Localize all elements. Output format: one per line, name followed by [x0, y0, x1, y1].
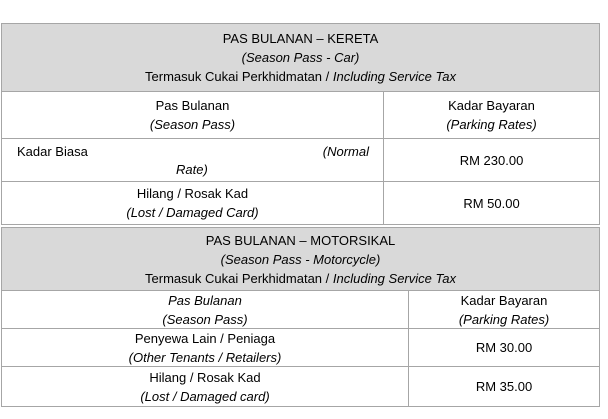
- car-tax-note-ms: Termasuk Cukai Perkhidmatan /: [145, 69, 333, 84]
- car-lost-label: [2, 182, 383, 224]
- car-subtitle: (Season Pass - Car): [241, 50, 360, 65]
- moto-lost-label: [2, 367, 408, 406]
- moto-lost-label-en: (Lost / Damaged card): [140, 388, 270, 404]
- car-col1-header: [2, 92, 383, 138]
- car-tax-note: [145, 67, 456, 86]
- moto-col1-ms: Pas Bulanan: [168, 292, 242, 308]
- table-row: [2, 328, 599, 366]
- car-column-header-row: [2, 91, 599, 138]
- moto-tenants-rate: RM 30.00: [408, 329, 599, 366]
- table-row: [2, 181, 599, 224]
- car-lost-label-ms: Hilang / Rosak Kad: [136, 186, 249, 201]
- car-season-pass-table: [1, 23, 600, 225]
- moto-title: PAS BULANAN – MOTORSIKAL: [205, 232, 396, 248]
- table-row: [2, 138, 599, 181]
- car-lost-label-en: (Lost / Damaged Card): [126, 205, 259, 220]
- moto-tenants-label-ms: Penyewa Lain / Peniaga: [134, 330, 276, 346]
- car-normal-label-en-a: (Normal: [322, 144, 369, 159]
- moto-subtitle: (Season Pass - Motorcycle): [220, 251, 381, 267]
- moto-header-row: [2, 228, 599, 290]
- moto-lost-label-ms: Hilang / Rosak Kad: [149, 369, 261, 385]
- car-lost-rate: RM 50.00: [383, 182, 599, 224]
- moto-tenants-label-en: (Other Tenants / Retailers): [128, 349, 282, 365]
- moto-col2-en: (Parking Rates): [458, 311, 550, 327]
- moto-col2-header: [408, 291, 599, 328]
- car-col2-ms: Kadar Bayaran: [448, 98, 535, 113]
- car-col2-en: (Parking Rates): [446, 117, 537, 132]
- moto-col1-header: [2, 291, 408, 328]
- car-tax-note-en: Including Service Tax: [332, 69, 456, 84]
- moto-col2-ms: Kadar Bayaran: [460, 292, 548, 308]
- car-col1-ms: Pas Bulanan: [155, 98, 230, 113]
- car-normal-label: [2, 139, 383, 181]
- moto-column-header-row: [2, 290, 599, 328]
- moto-header-cell: [2, 228, 599, 290]
- car-col1-en: (Season Pass): [149, 117, 236, 132]
- car-header-cell: [2, 24, 599, 91]
- car-normal-label-ms: Kadar Biasa: [17, 144, 88, 159]
- table-row: [2, 366, 599, 406]
- moto-col1-en: (Season Pass): [162, 311, 248, 327]
- car-normal-label-en-b: Rate): [176, 162, 208, 177]
- car-title: PAS BULANAN – KERETA: [222, 31, 379, 46]
- car-header-row: [2, 24, 599, 91]
- car-normal-rate: RM 230.00: [383, 139, 599, 181]
- moto-tenants-label: [2, 329, 408, 366]
- moto-tax-note: [145, 269, 456, 288]
- motorcycle-season-pass-table: [1, 227, 600, 407]
- moto-tax-note-ms: Termasuk Cukai Perkhidmatan /: [145, 270, 333, 286]
- car-col2-header: [383, 92, 599, 138]
- moto-lost-rate: RM 35.00: [408, 367, 599, 406]
- moto-tax-note-en: Including Service Tax: [332, 270, 456, 286]
